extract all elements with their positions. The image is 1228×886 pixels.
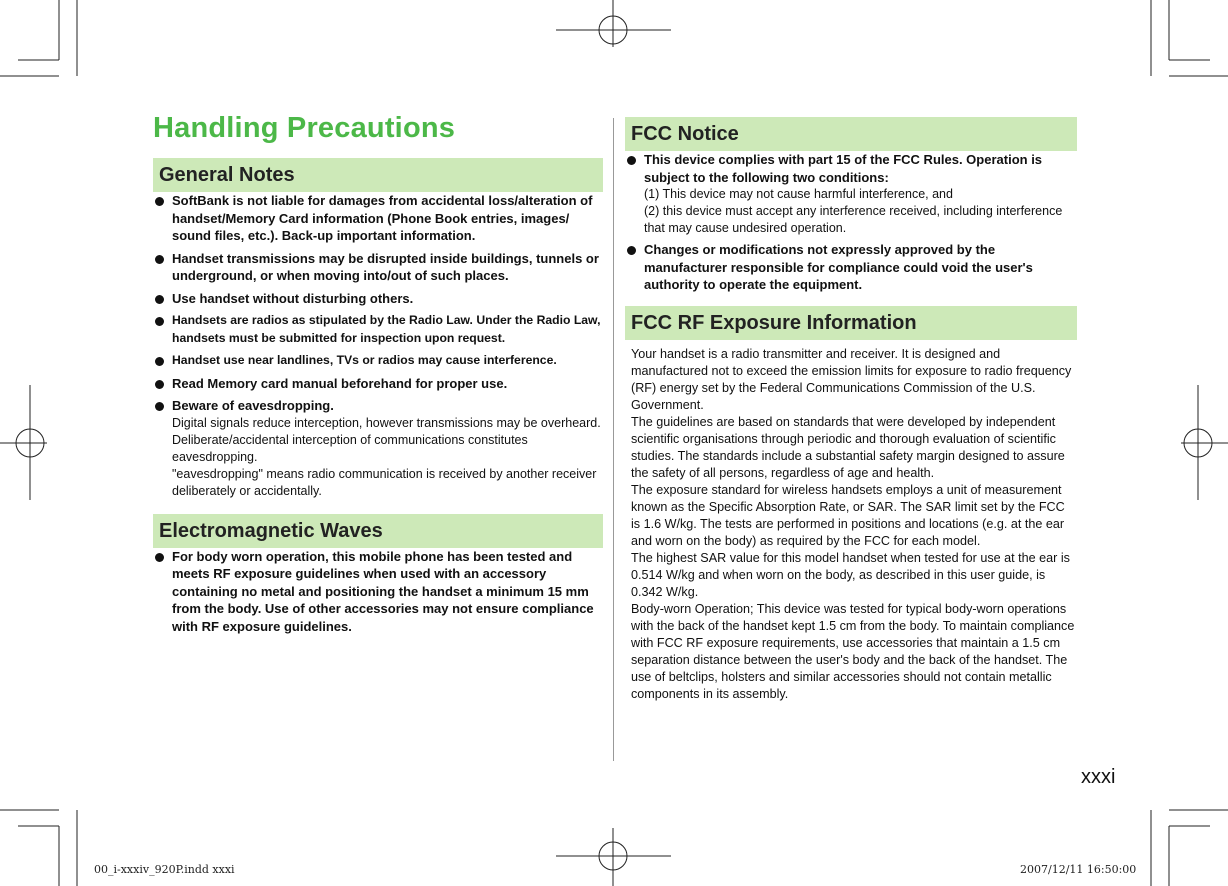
page-number: xxxi xyxy=(1081,766,1116,788)
eavesdropping-definition: "eavesdropping" means radio communication is received by another receiver deliberately or accidentally. xyxy=(172,466,597,498)
column-divider xyxy=(613,118,614,761)
bullet-icon xyxy=(155,380,164,389)
list-item-text: SoftBank is not liable for damages from accidental loss/alteration of handset/Memory Card information (Phone Book entries, images/ sound files, etc.). Back-up important information. xyxy=(172,193,593,243)
bullet-icon xyxy=(155,402,164,411)
general-notes-heading: General Notes xyxy=(153,158,603,192)
paragraph: The exposure standard for wireless handsets employs a unit of measurement known as the Specific Absorption Rate, or SAR. The SAR limit set by the FCC is 1.6 W/kg. The tests are performed in positions and locations (e.g. at the ear and worn on the body) as required by the FCC for each model. xyxy=(631,482,1065,548)
list-item-text: Read Memory card manual beforehand for proper use. xyxy=(172,375,508,391)
bullet-icon xyxy=(155,553,164,562)
list-item-text: Changes or modifications not expressly approved by the manufacturer responsible for compliance could void the user's authority to operate the equipment. xyxy=(644,242,1033,292)
list-item xyxy=(153,352,603,370)
list-item xyxy=(153,548,603,636)
page-title: Handling Precautions xyxy=(153,112,456,144)
fcc-rf-heading: FCC RF Exposure Information xyxy=(625,306,1077,340)
fcc-condition-2: (2) this device must accept any interference received, including interference that may cause undesired operation. xyxy=(644,204,1063,235)
bullet-icon xyxy=(155,317,164,326)
paragraph: Your handset is a radio transmitter and receiver. It is designed and manufactured not to exceed the emission limits for exposure to radio frequency (RF) energy set by the Federal Communications Commission of the U.S. Government. xyxy=(631,346,1072,412)
bullet-icon xyxy=(155,357,164,366)
fcc-conditions xyxy=(644,186,1077,237)
eavesdropping-detail xyxy=(172,415,603,500)
list-item-text: Handset transmissions may be disrupted inside buildings, tunnels or underground, or when moving into/out of such places. xyxy=(172,250,599,283)
electromagnetic-heading: Electromagnetic Waves xyxy=(153,514,603,548)
paragraph: Body-worn Operation; This device was tested for typical body-worn operations with the back of the handset kept 1.5 cm from the body. To maintain compliance with FCC RF exposure requirements, use accessories that maintain a 1.5 cm separation distance between the user's body and the back of the handset. The use of beltclips, holsters and similar accessories should not contain metallic components in its assembly. xyxy=(631,601,1075,701)
list-item xyxy=(153,192,603,245)
list-item xyxy=(153,397,603,500)
list-item-text: Handsets are radios as stipulated by the Radio Law. Under the Radio Law, handsets must be submitted for inspection upon request. xyxy=(172,313,601,345)
list-item-text: Handset use near landlines, TVs or radios may cause interference. xyxy=(172,353,557,367)
slug-timestamp: 2007/12/11 16:50:00 xyxy=(1020,863,1137,876)
bullet-icon xyxy=(155,197,164,206)
fcc-notice-heading: FCC Notice xyxy=(625,117,1077,151)
list-item-text: Beware of eavesdropping. xyxy=(172,398,334,413)
slug-filename: 00_i-xxxiv_920P.indd xxxi xyxy=(94,863,235,876)
bullet-icon xyxy=(155,255,164,264)
list-item xyxy=(153,312,603,347)
bullet-icon xyxy=(627,246,636,255)
right-column xyxy=(625,117,1077,703)
list-item xyxy=(625,241,1077,294)
bullet-icon xyxy=(155,295,164,304)
list-item xyxy=(625,151,1077,237)
fcc-notice-list xyxy=(625,151,1077,294)
fcc-rf-body xyxy=(631,346,1077,703)
general-notes-list xyxy=(153,192,603,500)
list-item xyxy=(153,375,603,393)
electromagnetic-list xyxy=(153,548,603,636)
list-item xyxy=(153,250,603,285)
list-item xyxy=(153,290,603,308)
paragraph: The highest SAR value for this model handset when tested for use at the ear is 0.514 W/kg and when worn on the body, as described in this user guide, is 0.342 W/kg. xyxy=(631,550,1070,599)
list-item-text: For body worn operation, this mobile phone has been tested and meets RF exposure guidelines when used with an accessory containing no metal and positioning the handset a minimum 15 mm from the body. Use of other accessories may not ensure compliance with RF exposure guidelines. xyxy=(172,548,594,634)
list-item-text: This device complies with part 15 of the FCC Rules. Operation is subject to the following two conditions: xyxy=(644,152,1043,185)
paragraph: The guidelines are based on standards that were developed by independent scientific organisations through periodic and thorough evaluation of scientific studies. The standards include a substantial safety margin designed to assure the safety of all persons, regardless of age and health. xyxy=(631,414,1065,480)
eavesdropping-detail-text: Digital signals reduce interception, however transmissions may be overheard. Deliberate/accidental interception of communications constitutes eavesdropping. xyxy=(172,415,601,464)
fcc-condition-1: (1) This device may not cause harmful interference, and xyxy=(644,187,953,201)
left-column xyxy=(153,158,603,635)
bullet-icon xyxy=(627,156,636,165)
list-item-text: Use handset without disturbing others. xyxy=(172,290,414,306)
